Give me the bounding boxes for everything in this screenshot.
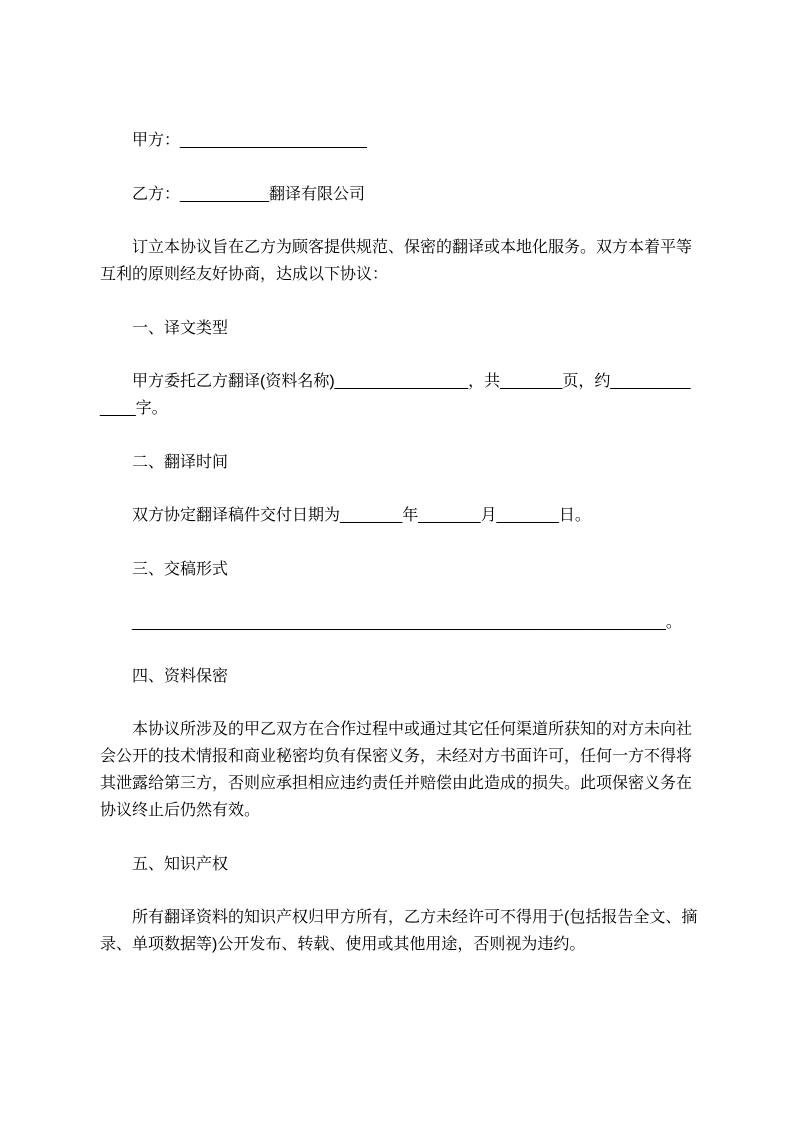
section-1-heading: 一、译文类型 [132,319,229,337]
section-2-body: 双方协定翻译稿件交付日期为_______年_______月_______日。 [132,507,591,524]
section-4-body: 本协议所涉及的甲乙双方在合作过程中或通过其它任何渠道所获知的对方未向社会公开的技术情报和商业秘密均负有保密义务，未经对方书面许可，任何一方不得将其泄露给第三方，否则应承担相应违约责任并赔偿由此造成的损失。此项保密义务在协议终止后仍然有效。 [100,721,693,819]
party-a-line: 甲方：_____________________ [132,132,367,149]
section-5-heading: 五、知识产权 [132,855,229,873]
section-3-heading: 三、交稿形式 [132,560,229,578]
section-4-heading: 四、资料保密 [132,667,229,685]
party-b-line: 乙方：__________翻译有限公司 [132,185,365,203]
section-2-heading: 二、翻译时间 [132,453,229,471]
section-3-body: ____________________________________________________________。 [132,614,682,631]
preamble: 订立本协议旨在乙方为顾客提供规范、保密的翻译或本地化服务。双方本着平等互利的原则经友好协商，达成以下协议： [100,239,693,283]
section-1-body: 甲方委托乙方翻译(资料名称)_______________，共_______页，约_____________字。 [100,373,691,417]
section-5-body: 所有翻译资料的知识产权归甲方所有，乙方未经许可不得用于(包括报告全文、摘录、单项数据等)公开发布、转载、使用或其他用途，否则视为违约。 [100,909,698,953]
